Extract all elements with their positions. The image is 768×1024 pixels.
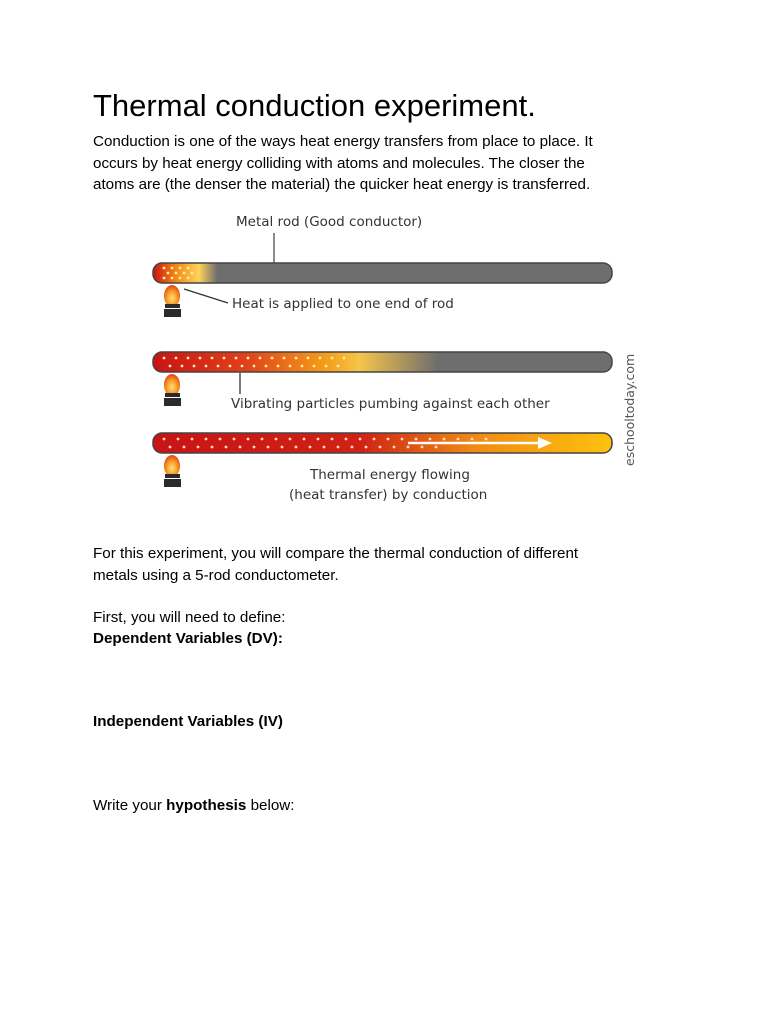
image-credit: eschooltoday.com (622, 353, 637, 466)
intro-line: atoms are (the denser the material) the quicker heat energy is transferred. (93, 176, 591, 193)
iv-heading: Independent Variables (IV) (93, 713, 283, 730)
hypothesis-word: hypothesis (166, 797, 247, 814)
flame-icon (164, 455, 180, 477)
rod-label: Metal rod (Good conductor) (236, 214, 423, 230)
burner-2 (164, 374, 181, 406)
hypothesis-prompt (93, 795, 294, 817)
intro-line: occurs by heat energy colliding with atoms and molecules. The closer the (93, 154, 585, 172)
define-intro: First, you will need to define: (93, 609, 286, 626)
metal-rod-1 (153, 263, 612, 283)
burner-3 (164, 455, 181, 487)
hypothesis-suffix: below: (246, 797, 295, 814)
intro-paragraph (93, 131, 683, 196)
experiment-paragraph (93, 543, 578, 586)
vibrating-label: Vibrating particles pumbing against each other (231, 396, 550, 412)
flame-icon (164, 285, 180, 307)
page-title: Thermal conduction experiment. (93, 88, 536, 123)
flow-label-line-2: (heat transfer) by conduction (289, 487, 488, 503)
experiment-line: For this experiment, you will compare the thermal conduction of different (93, 545, 579, 562)
experiment-line: metals using a 5-rod conductometer. (93, 566, 339, 584)
metal-rod-2 (153, 352, 612, 372)
intro-line: Conduction is one of the ways heat energy transfers from place to place. It (93, 133, 593, 150)
conduction-diagram (150, 205, 650, 510)
dv-heading: Dependent Variables (DV): (93, 630, 283, 647)
hypothesis-prefix: Write your (93, 797, 167, 814)
burner-1 (164, 285, 181, 317)
flow-label-line-1: Thermal energy flowing (310, 467, 470, 483)
heat-label-leader (184, 289, 228, 303)
heat-label: Heat is applied to one end of rod (232, 296, 454, 312)
flame-icon (164, 374, 180, 396)
